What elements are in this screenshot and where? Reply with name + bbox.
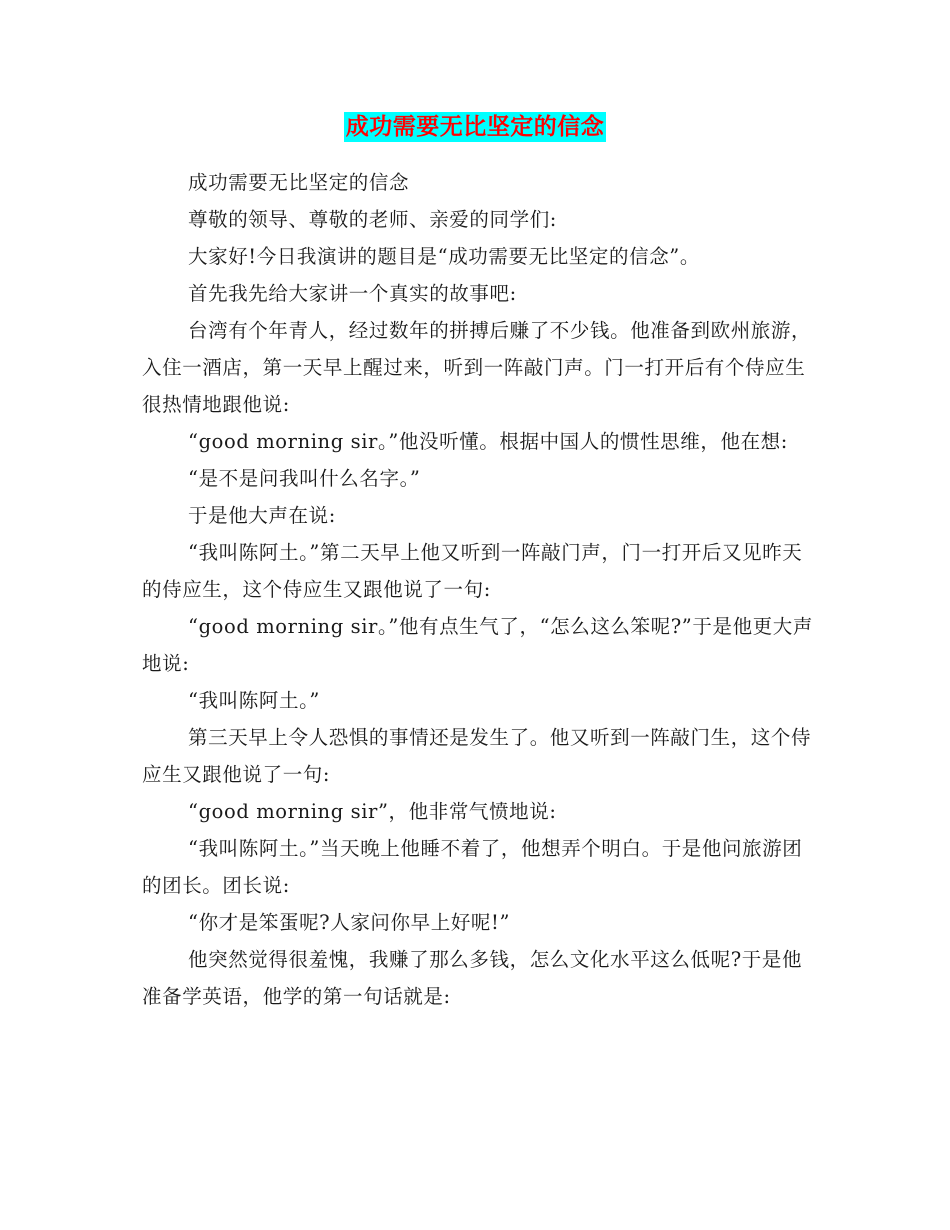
paragraph-story-1: 台湾有个年青人，经过数年的拼搏后赚了不少钱。他准备到欧州旅游，入住一酒店，第一天早上醒过来，听到一阵敲门声。门一打开后有个侍应生很热情地跟他说:: [142, 319, 812, 416]
paragraph-story-4: 于是他大声在说:: [188, 504, 336, 527]
paragraph-story-5: “我叫陈阿土。”第二天早上他又听到一阵敲门声，门一打开后又见昨天的侍应生，这个侍应生又跟他说了一句:: [142, 541, 803, 601]
document-title: 成功需要无比坚定的信念: [345, 114, 605, 140]
paragraph-story-8: 第三天早上令人恐惧的事情还是发生了。他又听到一阵敲门生，这个侍应生又跟他说了一句:: [142, 726, 812, 786]
paragraph-story-7: “我叫陈阿土。”: [188, 689, 320, 712]
paragraph-story-11: “你才是笨蛋呢?人家问你早上好呢!”: [188, 911, 511, 934]
paragraph-story-9: “good morning sir”，他非常气愤地说:: [188, 800, 557, 823]
paragraph-intro: 大家好!今日我演讲的题目是“成功需要无比坚定的信念”。: [188, 245, 700, 268]
paragraph-story-12: 他突然觉得很羞愧，我赚了那么多钱，怎么文化水平这么低呢?于是他准备学英语，他学的第一句话就是:: [142, 948, 803, 1008]
paragraph-heading: 成功需要无比坚定的信念: [188, 171, 410, 194]
paragraph-story-3: “是不是问我叫什么名字。”: [188, 467, 421, 490]
paragraph-story-6: “good morning sir。”他有点生气了，“怎么这么笨呢?”于是他更大声地说:: [142, 615, 813, 675]
paragraph-story-lead: 首先我先给大家讲一个真实的故事吧:: [188, 282, 517, 305]
title-container: [0, 112, 950, 142]
document-body: [142, 164, 814, 1015]
paragraph-story-10: “我叫陈阿土。”当天晚上他睡不着了，他想弄个明白。于是他问旅游团的团长。团长说:: [142, 837, 803, 897]
paragraph-story-2: “good morning sir。”他没听懂。根据中国人的惯性思维，他在想:: [188, 430, 788, 453]
paragraph-greeting: 尊敬的领导、尊敬的老师、亲爱的同学们:: [188, 208, 557, 231]
